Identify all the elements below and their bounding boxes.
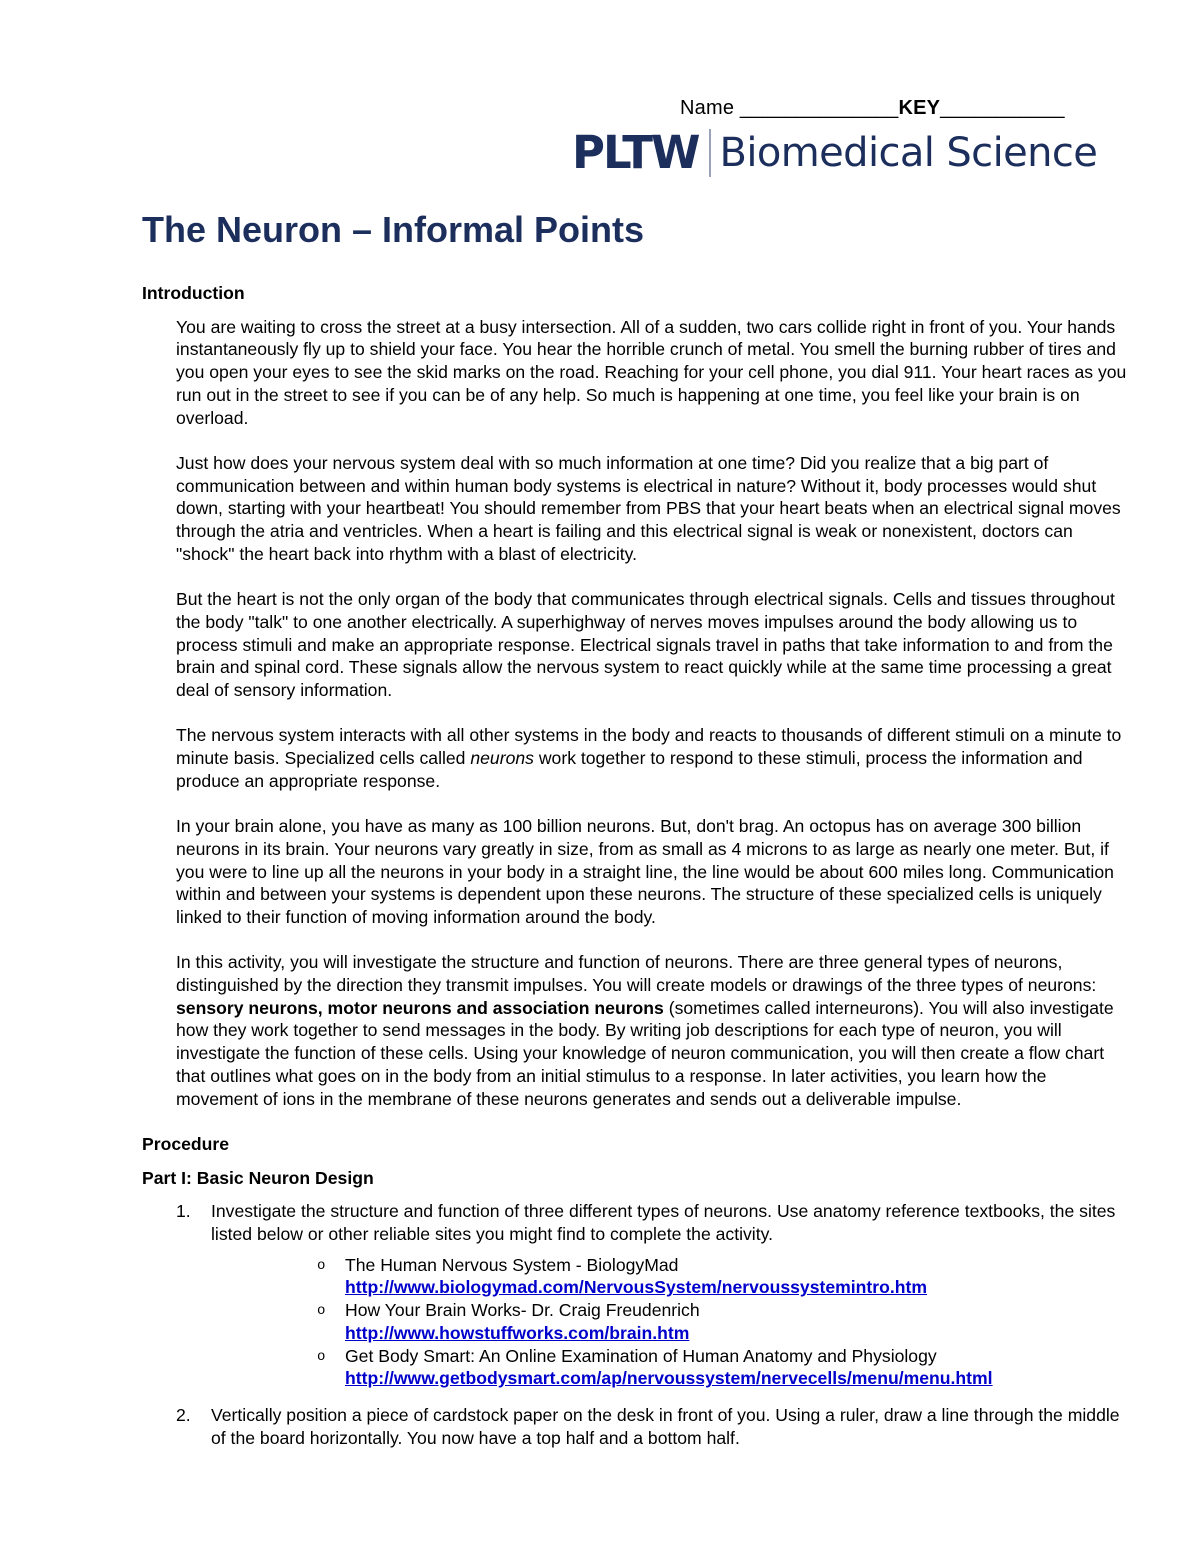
resource-link[interactable]: http://www.biologymad.com/NervousSystem/nervoussystemintro.htm xyxy=(345,1277,928,1298)
resource-title: How Your Brain Works- Dr. Craig Freudenrich xyxy=(345,1300,700,1321)
name-value: KEY xyxy=(898,97,941,119)
p6-bold-terms: sensory neurons, motor neurons and association neurons xyxy=(176,997,664,1018)
intro-paragraph-1: You are waiting to cross the street at a busy intersection. All of a sudden, two cars collide right in front of you. Your hands instantaneously fly up to shield your face. You hear the horrible crunch of metal. You smell the burning rubber of tires and you open your eyes to see the skid marks on the road. Reaching for your cell phone, you dial 911. Your heart races as you run out in the street to see if you can be of any help. So much is happening at one time, you feel like your brain is on overload. xyxy=(176,316,1127,428)
p6-text-before: In this activity, you will investigate the structure and function of neurons. There are three general types of neurons, distinguished by the direction they transmit impulses. You will create models or drawings of the three types of neurons: xyxy=(176,952,1097,996)
procedure-step-2 xyxy=(142,1404,1132,1449)
document-title: The Neuron – Informal Points xyxy=(142,209,645,250)
resource-item xyxy=(211,1345,1132,1390)
procedure-step-1 xyxy=(142,1200,1132,1390)
resource-title: The Human Nervous System - BiologyMad xyxy=(345,1254,679,1275)
bullet-icon: o xyxy=(317,1257,326,1274)
introduction-heading: Introduction xyxy=(142,283,245,303)
name-blank-before: ______________ xyxy=(734,97,899,119)
resource-item xyxy=(211,1299,1132,1344)
logo-divider xyxy=(709,129,711,177)
resource-item xyxy=(211,1254,1132,1299)
p4-text-after: work together to respond to these stimuli, process the information and produce an appropriate response. xyxy=(176,748,1083,791)
step-number: 1. xyxy=(176,1201,191,1222)
resource-link[interactable]: http://www.getbodysmart.com/ap/nervoussystem/nervecells/menu/menu.html xyxy=(345,1368,993,1389)
bullet-icon: o xyxy=(317,1303,326,1320)
document-body xyxy=(142,282,1132,1449)
intro-paragraph-4 xyxy=(176,724,1132,792)
logo-mark: PLTW xyxy=(572,126,699,179)
procedure-heading: Procedure xyxy=(142,1133,230,1154)
step-number: 2. xyxy=(176,1404,191,1425)
procedure-steps xyxy=(142,1200,1132,1449)
name-label: Name xyxy=(680,97,735,119)
step-text: Vertically position a piece of cardstock paper on the desk in front of you. Using a ruler, draw a line through the middle of the board horizontally. You now have a top half and a bottom half. xyxy=(211,1404,1120,1448)
resource-link[interactable]: http://www.howstuffworks.com/brain.htm xyxy=(345,1322,690,1343)
intro-paragraph-5: In your brain alone, you have as many as 100 billion neurons. But, don't brag. An octopus has on average 300 billion neurons in its brain. Your neurons vary greatly in size, from as small as 4 microns to as large as nearly one meter. But, if you were to line up all the neurons in your body in a straight line, the line would be about 600 miles long. Communication within and between your systems is dependent upon these neurons. The structure of these specialized cells is uniquely linked to their function of moving information around the body. xyxy=(176,816,1114,927)
p4-text-before: The nervous system interacts with all other systems in the body and reacts to thousands of different stimuli on a minute to minute basis. Specialized cells called xyxy=(176,725,1122,769)
step-text: Investigate the structure and function of three different types of neurons. Use anatomy reference textbooks, the sites listed below or other reliable sites you might find to complete the activity. xyxy=(211,1201,1116,1245)
intro-paragraph-2: Just how does your nervous system deal with so much information at one time? Did you realize that a big part of communication between and within human body systems is electrical in nature? Without it, body processes would shut down, starting with your heartbeat! You should remember from PBS that your heart beats when an electrical signal moves through the atria and ventricles. When a heart is failing and this electrical signal is weak or nonexistent, doctors can "shock" the heart back into rhythm with a blast of electricity. xyxy=(176,452,1121,564)
resource-title: Get Body Smart: An Online Examination of Human Anatomy and Physiology xyxy=(345,1345,937,1366)
resource-links xyxy=(211,1254,1132,1390)
bullet-icon: o xyxy=(317,1348,326,1365)
intro-paragraph-6 xyxy=(176,951,1132,1110)
name-field-line xyxy=(680,97,1065,120)
part1-heading: Part I: Basic Neuron Design xyxy=(142,1167,374,1188)
p6-text-after: (sometimes called interneurons). You will also investigate how they work together to send messages in the body. By writing job descriptions for each type of neuron, you will investigate the function of these cells. Using your knowledge of neuron communication, you will then create a flow chart that outlines what goes on in the body from an initial stimulus to a response. In later activities, you learn how the movement of ions in the membrane of these neurons generates and sends out a deliverable impulse. xyxy=(176,997,1114,1109)
pltw-logo xyxy=(572,127,1097,179)
name-blank-after: ___________ xyxy=(940,97,1065,119)
logo-subtitle: Biomedical Science xyxy=(719,130,1098,176)
intro-paragraph-3: But the heart is not the only organ of the body that communicates through electrical signals. Cells and tissues throughout the body "talk" to one another electrically. A superhighway of nerves moves impulses around the body allowing us to process stimuli and make an appropriate response. Electrical signals travel in paths that take information to and from the brain and spinal cord. These signals allow the nervous system to react quickly while at the same time processing a great deal of sensory information. xyxy=(176,589,1115,700)
p4-italic-term: neurons xyxy=(470,748,534,769)
